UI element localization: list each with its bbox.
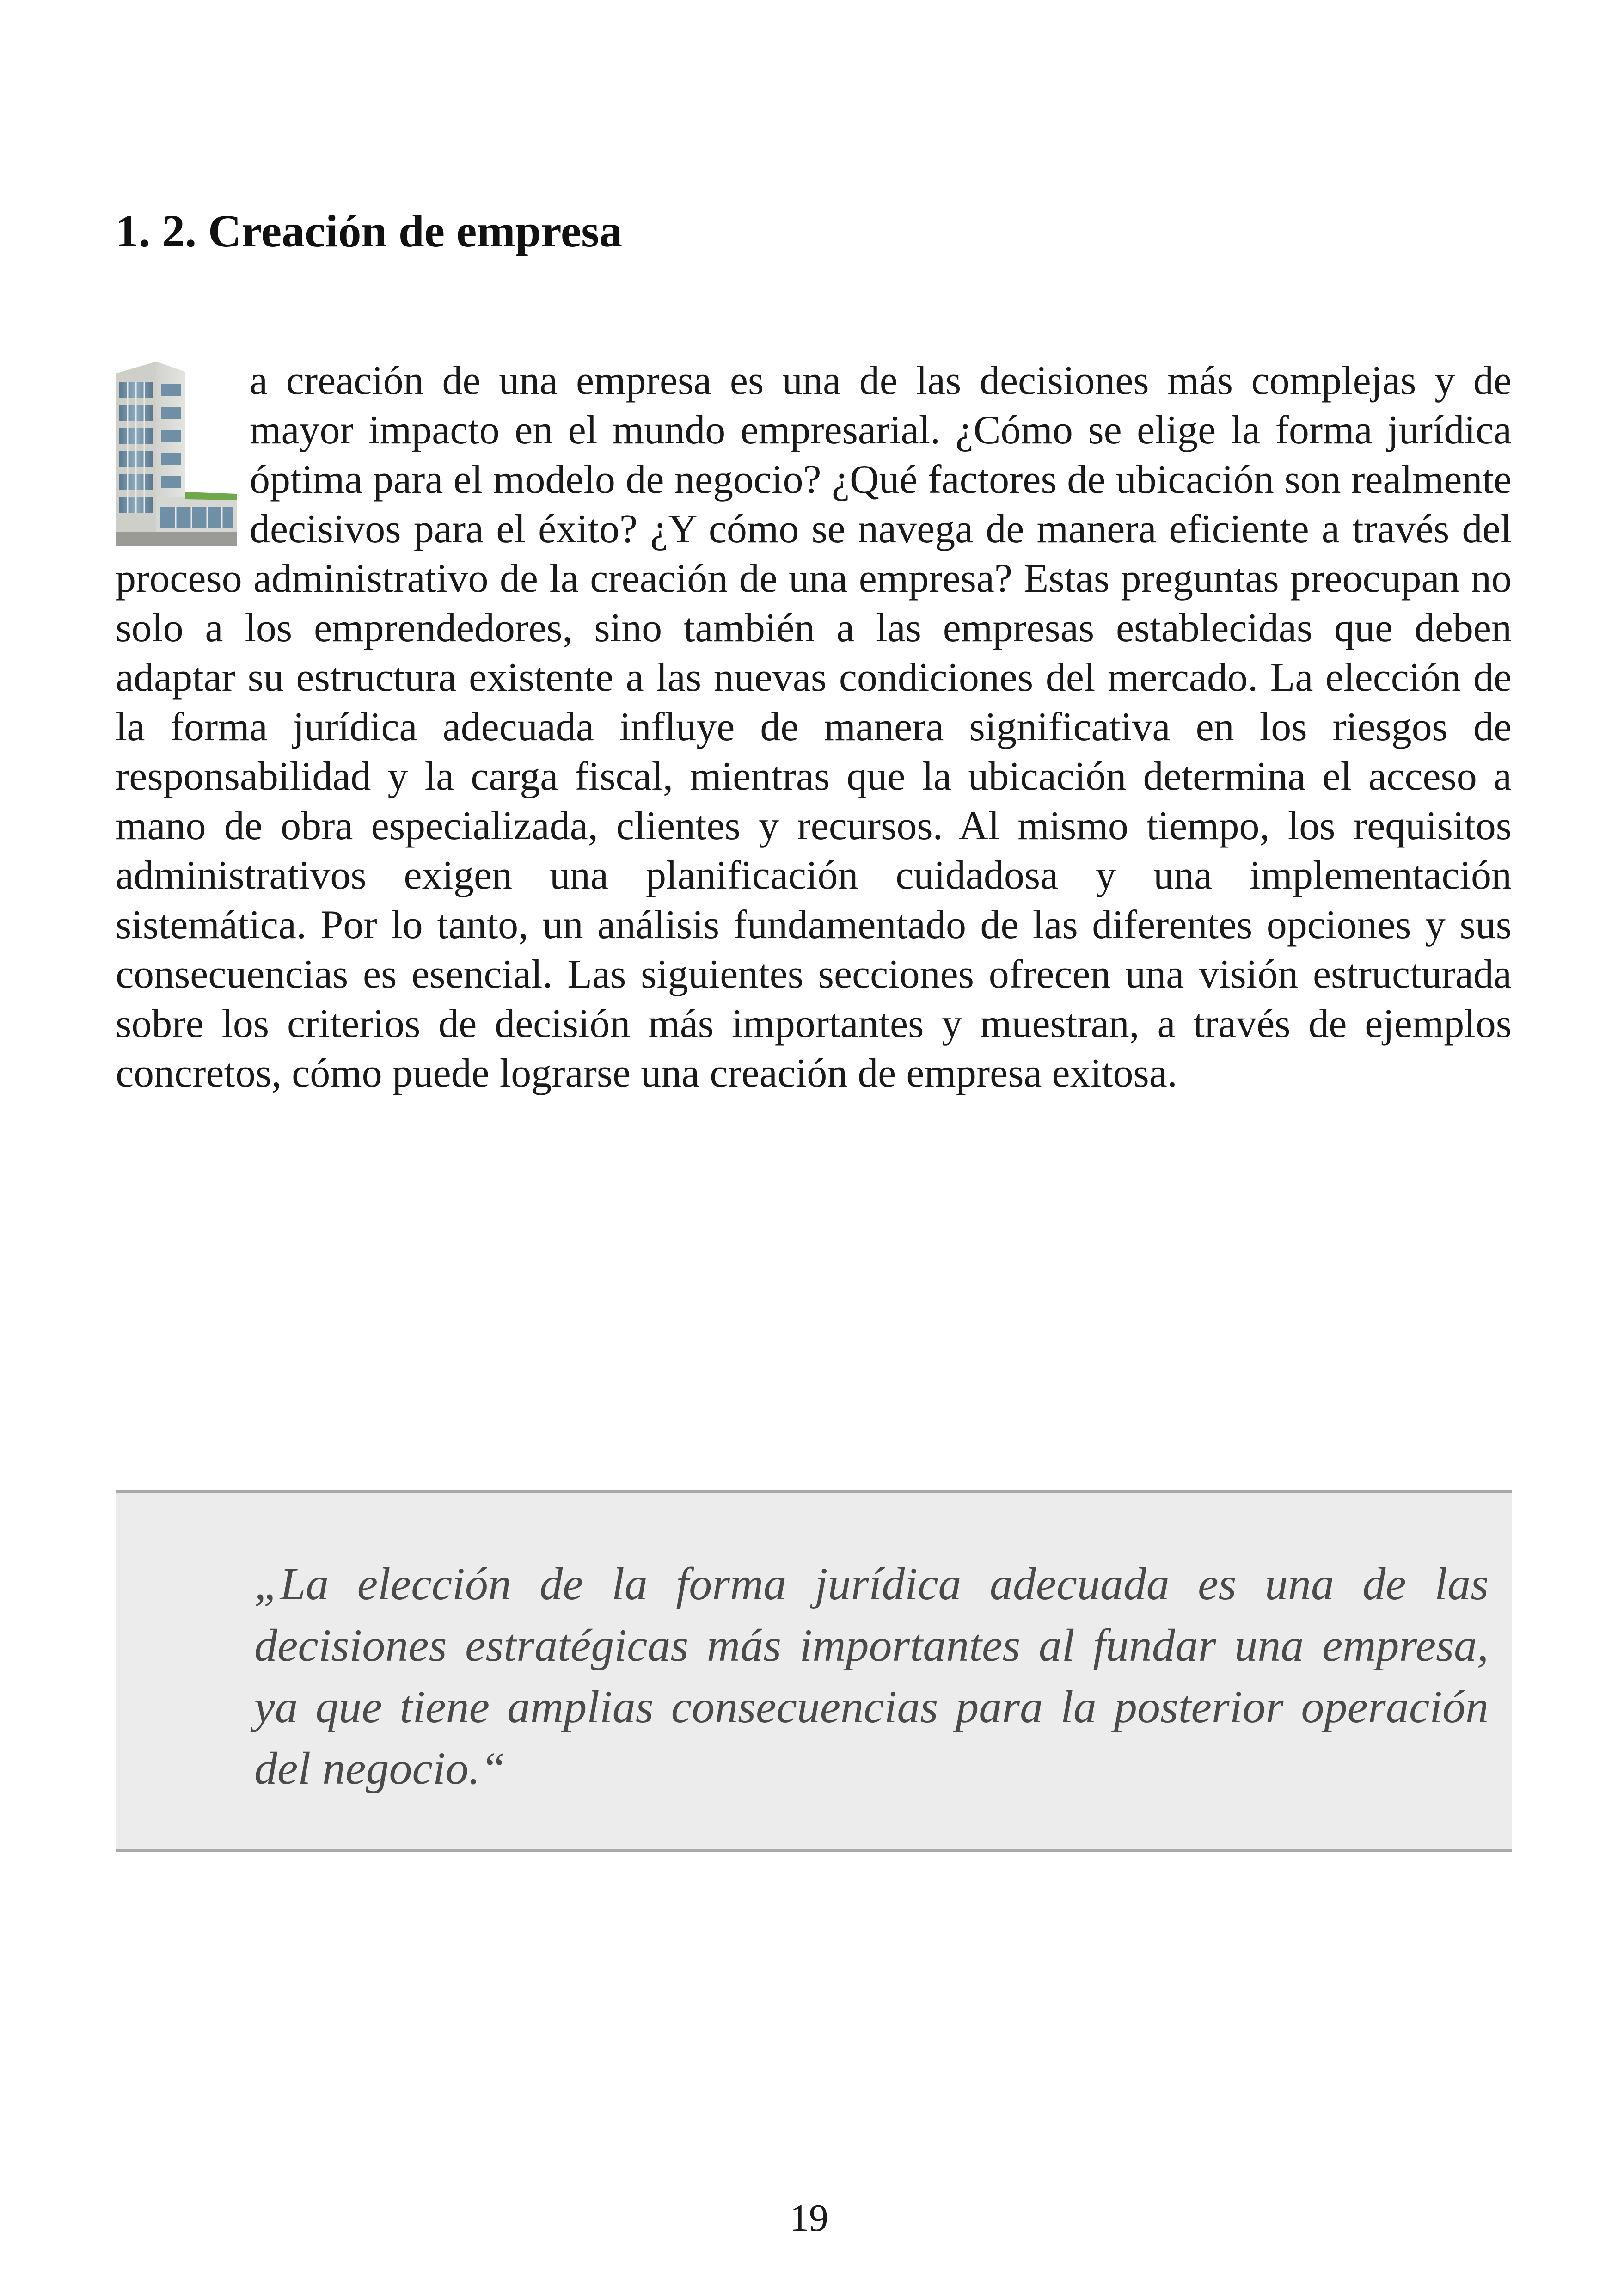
section-heading: 1. 2. Creación de empresa [116, 205, 623, 257]
body-text: a creación de una empresa es una de las decisiones más complejas y de mayor impacto en el mundo empresarial. ¿Cómo se elige la forma jurídica óptima para el modelo de negocio? ¿Qué factores de ubicación son realmente decisivos para el éxito? ¿Y cómo se navega de manera eficiente a través del proceso administrativo de la creación de una empresa? Estas preguntas preocupan no solo a los emprendedores, sino también a las empresas establecidas que deben adaptar su estructura existente a las nuevas condiciones del mercado. La elección de la forma jurídica adecuada influye de manera significativa en los riesgos de responsabilidad y la carga fiscal, mientras que la ubicación determina el acceso a mano de obra especializada, clientes y recursos. Al mismo tiempo, los requisitos administrativos exigen una planificación cuidadosa y una implementación sistemática. Por lo tanto, un análisis fundamentado de las diferentes opciones y sus consecuencias es esencial. Las siguientes secciones ofrecen una visión estructurada sobre los criterios de decisión más importantes y muestran, a través de ejemplos concretos, cómo puede lograrse una creación de empresa exitosa. [116, 358, 1512, 1096]
pull-quote: „La elección de la forma jurídica adecuada es una de las decisiones estratégicas más importantes al fundar una empresa, ya que tiene amplias consecuencias para la posterior operación del negocio.“ [254, 1558, 1489, 1794]
page-number: 19 [790, 2197, 828, 2240]
dropcap-spacer [116, 356, 250, 550]
body-paragraph [116, 356, 1512, 1098]
pull-quote-box [116, 1490, 1512, 1852]
